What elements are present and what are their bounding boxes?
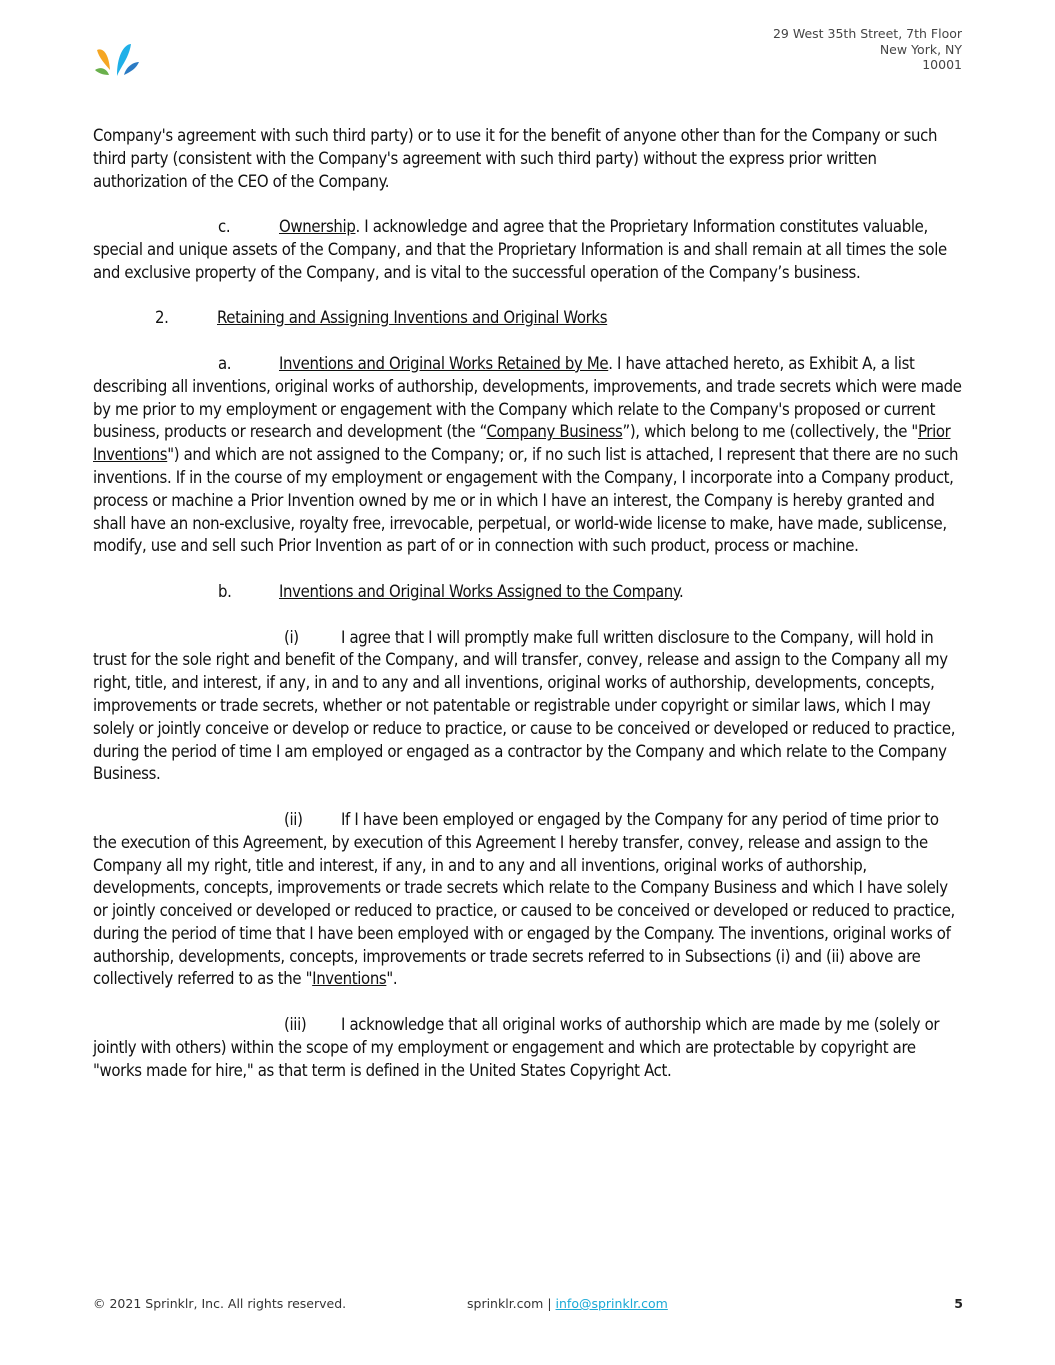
address-line-3: 10001 [922,57,962,72]
paragraph-iii [93,1014,965,1082]
sprinklr-logo-svg [93,42,143,82]
subclause-label: (iii) [284,1015,307,1035]
clause-text: ") and which are not assigned to the Company; or, if no such list is attached, I represent that there are no such inventions. If in the course of my employment or engagement with the Company, I incorporate into a Company product, process or machine a Prior Invention owned by me or in which I have an interest, the Company is hereby granted and shall have an non-exclusive, royalty free, irrevocable, perpetual, or world-wide license to make, have made, sublicense, modify, use and sell such Prior Invention as part of or in connection with such product, process or machine. [93,445,959,556]
clause-label: b. [218,581,232,601]
address-line-2: New York, NY [879,41,962,57]
separator: | [543,1296,556,1311]
address-line-1: 29 West 35th Street, 7th Floor [772,26,962,41]
paragraph-b-assigned [93,581,965,604]
subclause-label: (ii) [284,809,303,829]
logo-green-petal [95,68,109,75]
paragraph-continuation: Company's agreement with such third party) or to use it for the benefit of anyone other than for the Company or such third party (consistent with the Company's agreement with such third party) without the express prior written authorization of the CEO of the Company. [93,126,938,191]
clause-trail: . [679,581,684,601]
clause-label: a. [218,353,232,373]
subclause-label: (i) [284,627,299,647]
logo-darkblue-petal [124,62,139,75]
paragraph-ii [93,809,965,991]
defined-term-prior-inventions: Prior Inventions [93,422,951,465]
section-number: 2. [155,308,169,328]
subclause-text: If I have been employed or engaged by the Company for any period of time prior to the execution of this Agreement, by execution of this Agreement I hereby transfer, convey, release and assign to the Company all my right, title and interest, if any, in and to any and all inventions, original works of authorship, developments, concepts, improvements or trade secrets which relate to the Company Business and which I have solely or jointly conceived or developed or reduced to practice, or caused to be conceived or developed or reduced to practice, during the period of time that I have been employed with or engaged by the Company. The inventions, original works of authorship, developments, concepts, improvements or trade secrets referred to in Subsections (i) and (ii) above are collectively referred to as the " [93,809,955,989]
logo-orange-petal [97,49,110,70]
paragraph-c-ownership [93,216,965,284]
clause-label: c. [218,217,231,237]
page-footer [93,1296,963,1312]
section-2-heading [93,307,965,330]
footer-contact [467,1296,668,1311]
copyright-notice: © 2021 Sprinklr, Inc. All rights reserved. [93,1296,347,1311]
clause-title: Inventions and Original Works Assigned to the Company [279,581,680,601]
email-link[interactable]: info@sprinklr.com [555,1296,668,1311]
subclause-text: ". [386,969,398,989]
company-address [773,26,962,73]
clause-title: Inventions and Original Works Retained by Me [279,353,609,373]
website-text: sprinklr.com [467,1296,544,1311]
paragraph-a-retained [93,353,965,558]
defined-term-inventions: Inventions [312,969,387,989]
clause-text: ”), which belong to me (collectively, the " [622,422,918,442]
clause-title: Ownership [279,217,356,237]
subclause-text: I acknowledge that all original works of authorship which are made by me (solely or jointly with others) within the scope of my employment or engagement and which are protectable by copyright are "works made for hire," as that term is defined in the United States Copyright Act. [93,1015,940,1080]
document-body [93,125,965,1105]
subclause-text: I agree that I will promptly make full written disclosure to the Company, will hold in trust for the sole right and benefit of the Company, and will transfer, convey, release and assign to the Company all my right, title, and interest, if any, in and to any and all inventions, original works of authorship, developments, concepts, improvements or trade secrets, whether or not patentable or registrable under copyright or similar laws, which I may solely or jointly conceive or develop or reduce to practice, or cause to be conceived or developed or reduced to practice, during the period of time I am employed or engaged as a contractor by the Company and which relate to the Company Business. [93,627,956,784]
section-title: Retaining and Assigning Inventions and Original Works [217,308,608,328]
clause-text: . I acknowledge and agree that the Proprietary Information constitutes valuable, special and unique assets of the Company, and that the Proprietary Information is and shall remain at all times the sole and exclusive property of the Company, and is vital to the successful operation of the Company’s business. [93,217,947,282]
paragraph-i [93,627,965,787]
sprinklr-logo-icon [93,42,143,82]
clause-text: . I have attached hereto, as Exhibit A, a list describing all inventions, original works of authorship, developments, improvements, and trade secrets which were made by me prior to my employment or engagement with the Company which relate to the Company's proposed or current business, products or research and development (the “ [93,353,962,442]
defined-term-company-business: Company Business [486,422,623,442]
page-number: 5 [954,1296,963,1311]
